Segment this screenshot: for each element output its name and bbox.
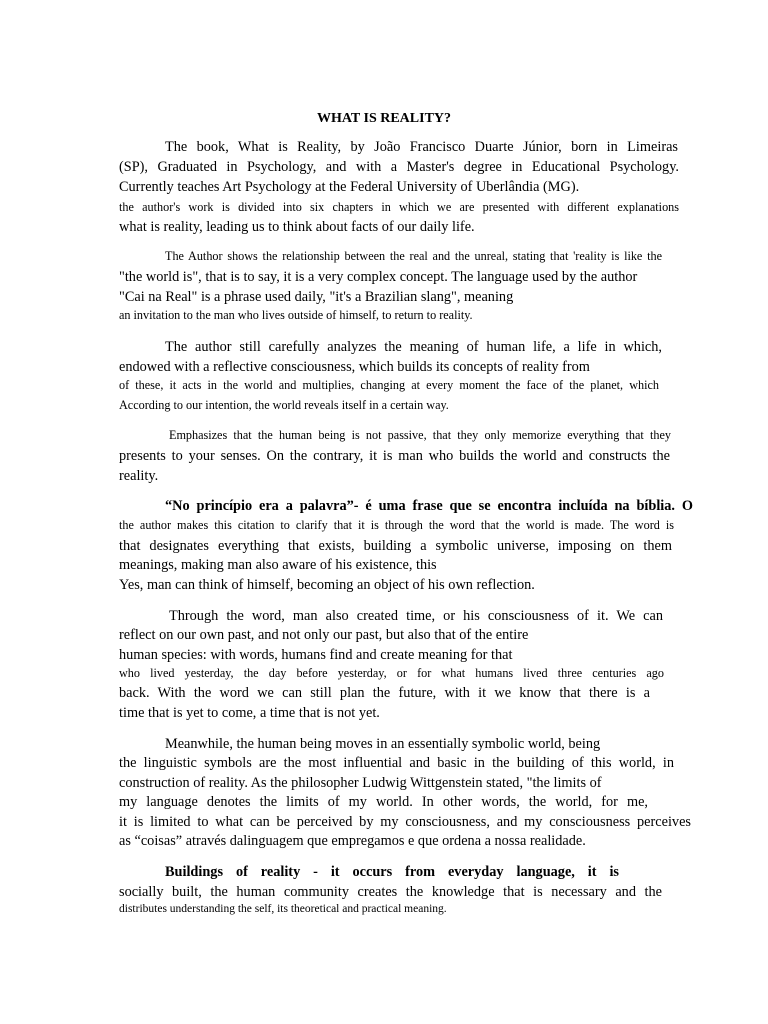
text-line: "the world is", that is to say, it is a very complex concept. The language used by the author [119,269,638,285]
text-line: human species: with words, humans find and create meaning for that [119,647,513,663]
text-line: that designates everything that exists, building a symbolic universe, imposing on them [119,538,672,554]
text-line: reflect on our own past, and not only our past, but also that of the entire [119,627,529,643]
text-line: meanings, making man also aware of his existence, this [119,557,437,573]
text-line: The author still carefully analyzes the meaning of human life, a life in which, [165,339,662,355]
text-line: The Author shows the relationship between the real and the unreal, stating that 'reality is like the [165,249,662,263]
text-line: the linguistic symbols are the most influential and basic in the building of this world, in [119,755,674,771]
text-line: Meanwhile, the human being moves in an essentially symbolic world, being [165,736,601,752]
text-line: Through the word, man also created time, or his consciousness of it. We can [169,608,663,624]
text-line: what is reality, leading us to think about facts of our daily life. [119,219,475,235]
text-line: the author makes this citation to clarify that it is through the word that the world is made. The word is [119,518,674,532]
text-line: my language denotes the limits of my world. In other words, the world, for me, [119,794,648,810]
text-line: the author's work is divided into six chapters in which we are presented with different explanations [119,200,679,214]
text-line: "Cai na Real" is a phrase used daily, "it's a Brazilian slang", meaning [119,289,514,305]
text-line: Emphasizes that the human being is not passive, that they only memorize everything that they [169,428,671,442]
text-line: back. With the word we can still plan the future, with it we know that there is a [119,685,650,701]
text-line: “No princípio era a palavra”- é uma frase que se encontra incluída na bíblia. O [165,498,693,514]
document-title: WHAT IS REALITY? [316,111,452,126]
text-line: endowed with a reflective consciousness, which builds its concepts of reality from [119,359,590,375]
text-line: reality. [119,468,159,484]
text-line: distributes understanding the self, its theoretical and practical meaning. [119,903,447,915]
text-line: presents to your senses. On the contrary, it is man who builds the world and constructs the [119,448,670,464]
text-line: According to our intention, the world reveals itself in a certain way. [119,398,449,412]
text-line: it is limited to what can be perceived by my consciousness, and my consciousness perceives [119,814,691,830]
text-line: Currently teaches Art Psychology at the Federal University of Uberlândia (MG). [119,179,580,195]
text-line: an invitation to the man who lives outside of himself, to return to reality. [119,308,473,322]
text-line: (SP), Graduated in Psychology, and with a Master's degree in Educational Psychology. [119,159,679,175]
text-line: Yes, man can think of himself, becoming an object of his own reflection. [119,577,535,593]
text-line: construction of reality. As the philosopher Ludwig Wittgenstein stated, "the limits of [119,775,602,791]
text-line: of these, it acts in the world and multiplies, changing at every moment the face of the planet, which [119,378,659,392]
text-line: Buildings of reality - it occurs from everyday language, it is [165,864,619,880]
text-line: as “coisas” através dalinguagem que empregamos e que ordena a nossa realidade. [119,833,586,849]
text-line: socially built, the human community creates the knowledge that is necessary and the [119,884,662,900]
text-line: who lived yesterday, the day before yesterday, or for what humans lived three centuries ago [119,666,664,680]
text-line: The book, What is Reality, by João Francisco Duarte Júnior, born in Limeiras [165,139,678,155]
text-line: time that is yet to come, a time that is not yet. [119,705,380,721]
